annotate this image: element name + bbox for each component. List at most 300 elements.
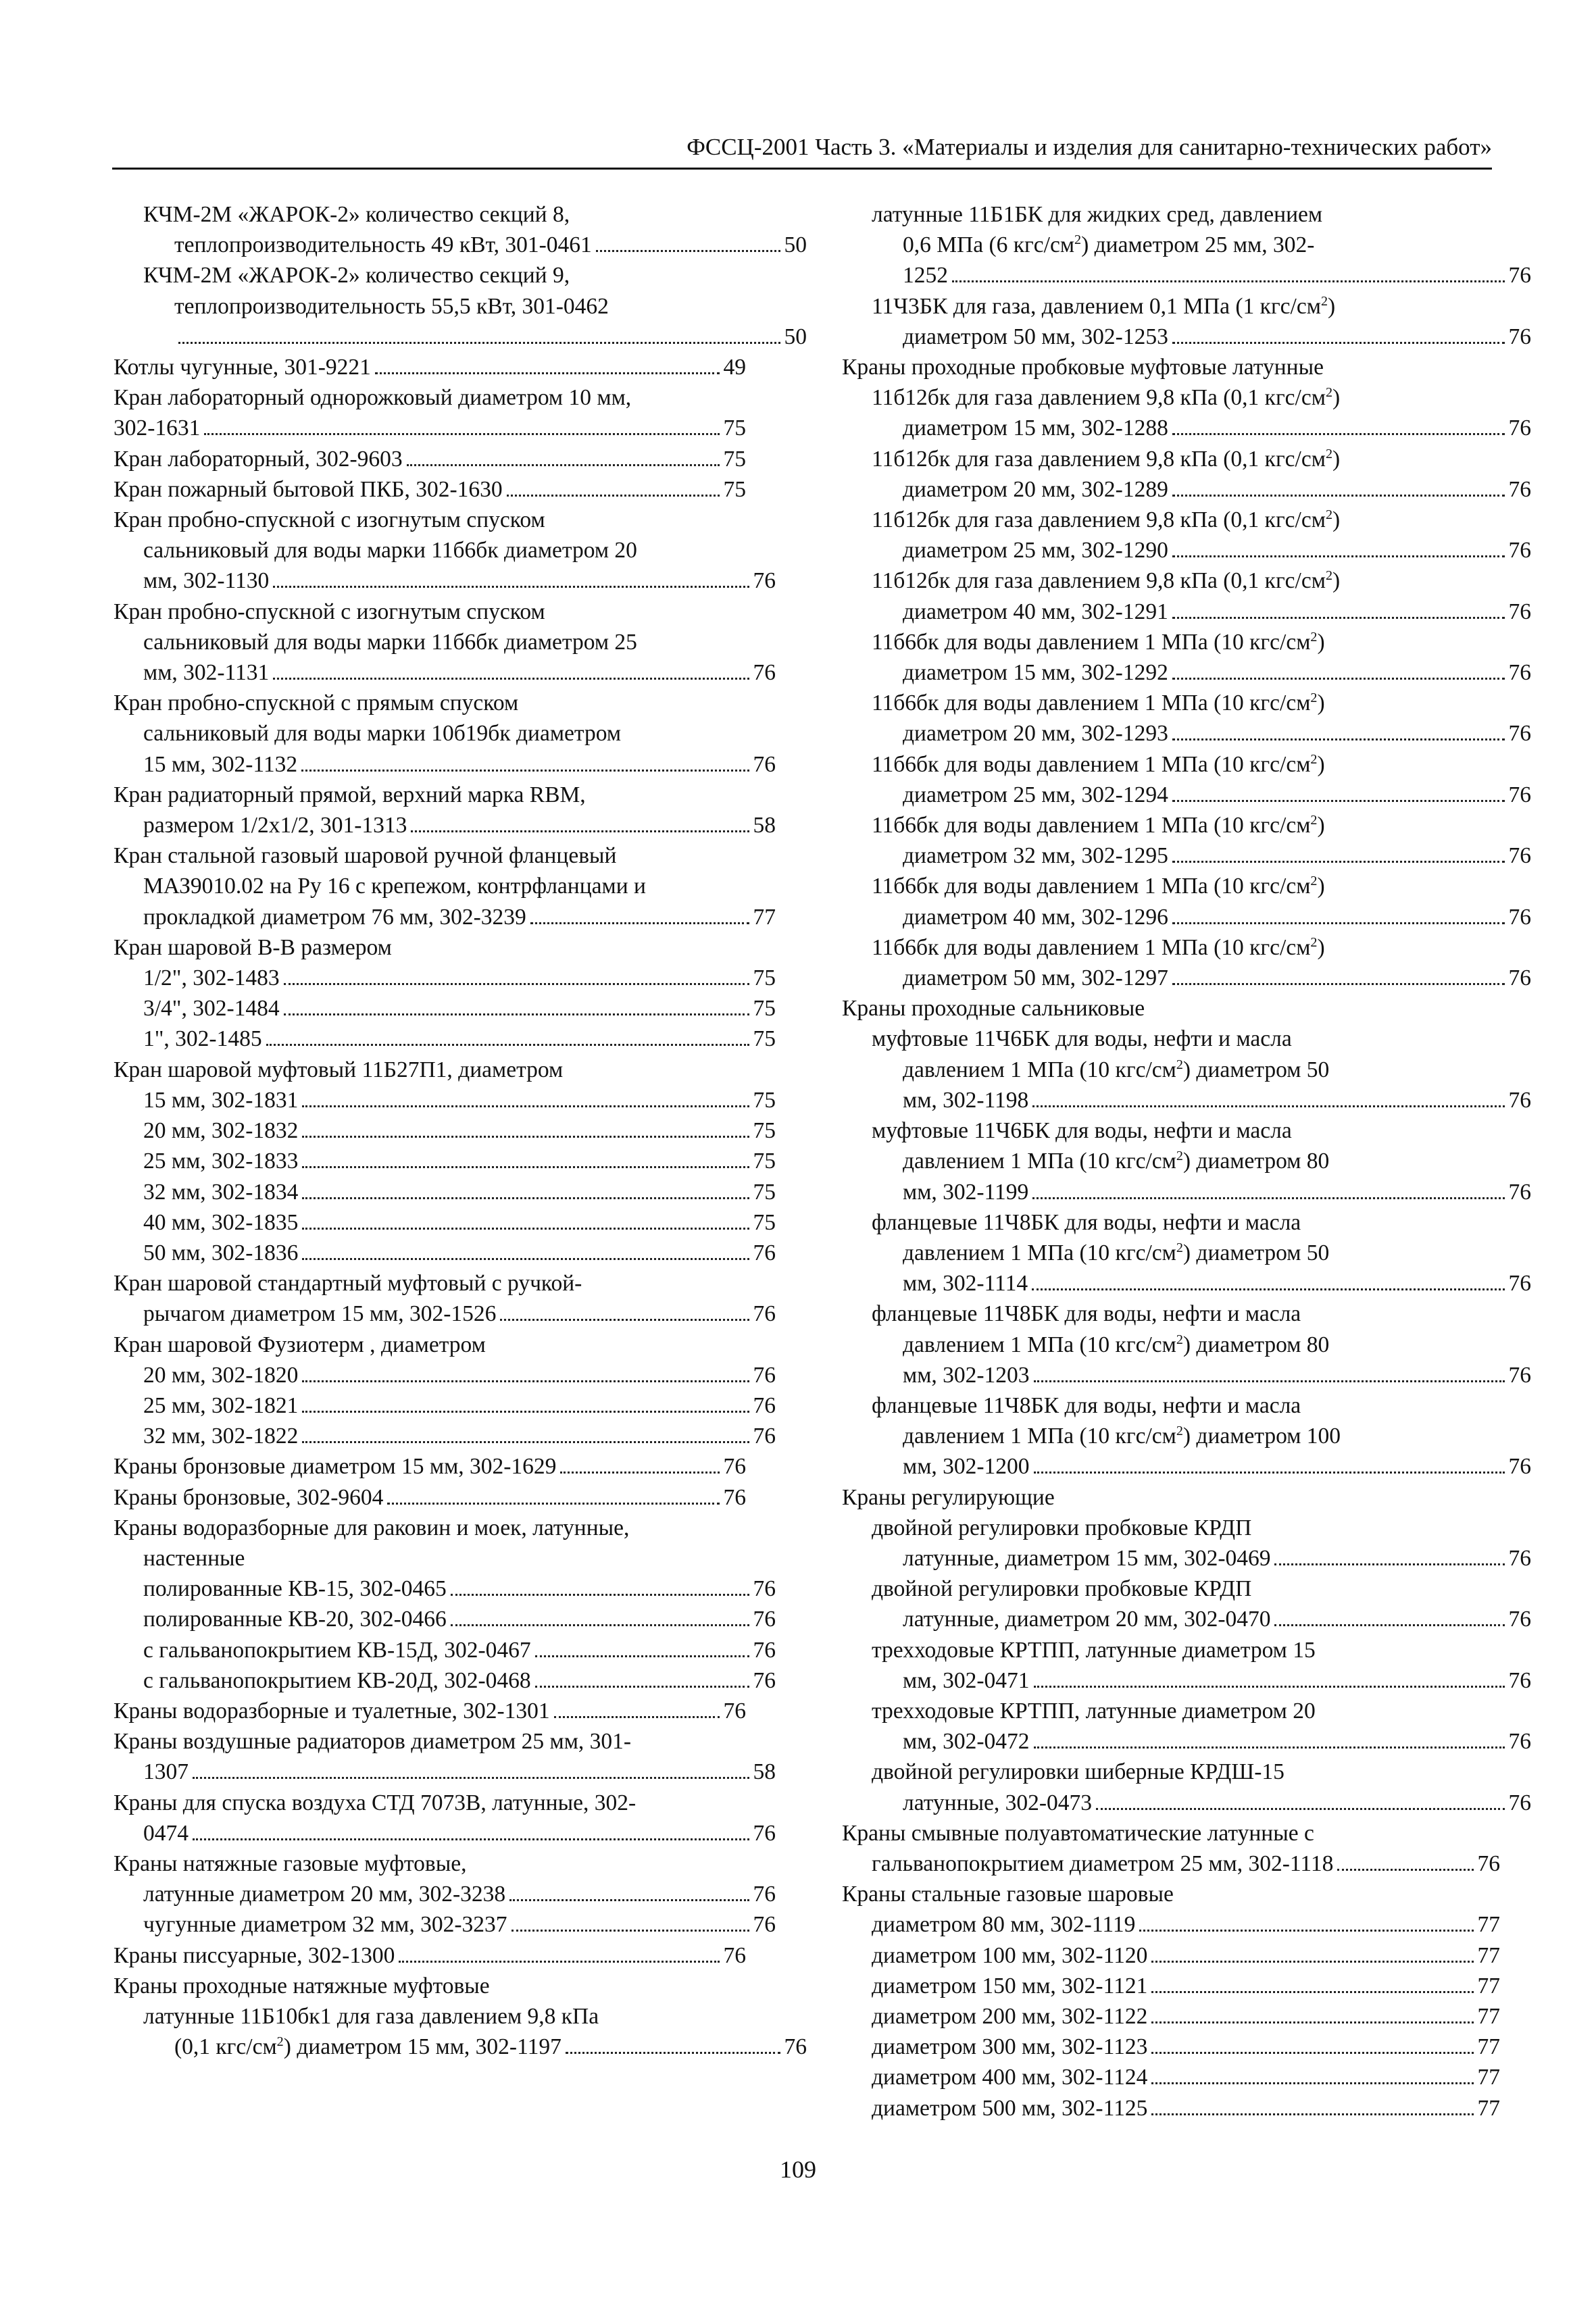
entry-page-number: 76	[1508, 1729, 1531, 1755]
entry-page-number: 76	[753, 751, 776, 777]
index-entry	[114, 1848, 746, 1879]
entry-leader-line	[842, 1726, 1531, 1757]
entry-text-line: 11б12бк для газа давлением 9,8 кПа (0,1 кгс/$см^2$)	[872, 385, 1341, 411]
entry-page-number: 76	[1508, 904, 1531, 930]
entry-text: 0474	[143, 1820, 189, 1846]
entry-leader-line	[114, 993, 776, 1024]
entry-text-line: Краны воздушные радиаторов диаметром 25 мм, 301-	[114, 1729, 632, 1755]
dot-leader	[375, 372, 720, 374]
entry-text: Котлы чугунные, 301-9221	[114, 355, 371, 380]
entry-text: диаметром 200 мм, 302-1122	[872, 2003, 1148, 2029]
entry-text: Краны бронзовые, 302-9604	[114, 1484, 384, 1510]
entry-leader-line	[114, 2032, 807, 2062]
dot-leader	[407, 464, 720, 466]
entry-text: мм, 302-0472	[903, 1729, 1030, 1755]
entry-text-line: двойной регулировки пробковые КРДП	[872, 1576, 1252, 1602]
entry-text: диаметром 80 мм, 302-1119	[872, 1912, 1136, 1938]
index-entry	[842, 2062, 1500, 2092]
entry-leader-line	[842, 1085, 1531, 1115]
entry-text: диаметром 15 мм, 302-1292	[903, 660, 1168, 686]
entry-text-line: фланцевые 11Ч8БК для воды, нефти и масла	[872, 1301, 1301, 1327]
dot-leader	[566, 2052, 780, 2054]
entry-leader-line	[842, 1177, 1531, 1207]
index-entry	[114, 1238, 776, 1268]
entry-text: латунные диаметром 20 мм, 302-3238	[143, 1882, 506, 1907]
index-entry	[114, 1726, 776, 1787]
entry-page-number: 76	[753, 1240, 776, 1265]
dot-leader	[1034, 1746, 1505, 1749]
page-number: 109	[780, 2156, 816, 2183]
index-entry	[114, 444, 746, 474]
entry-page-number: 76	[753, 1424, 776, 1449]
index-entry	[842, 2001, 1500, 2032]
dot-leader	[1034, 1472, 1505, 1474]
entry-text-line: Краны регулирующие	[842, 1484, 1055, 1510]
index-entry	[842, 627, 1531, 688]
entry-page-number: 76	[1508, 1362, 1531, 1388]
index-entry	[114, 382, 746, 443]
index-entry	[114, 932, 746, 963]
entry-page-number: 76	[1508, 660, 1531, 686]
dot-leader	[1032, 1197, 1504, 1199]
entry-leader-line	[842, 1788, 1531, 1818]
index-entry	[114, 1788, 776, 1848]
index-entry	[842, 1818, 1500, 1879]
dot-leader	[509, 1899, 749, 1901]
entry-text-line: Кран шаровой В-В размером	[114, 934, 392, 960]
entry-leader-line	[842, 840, 1531, 871]
entry-leader-line	[114, 444, 746, 474]
entry-page-number: 76	[784, 2034, 807, 2060]
entry-text: с гальванопокрытием КВ-15Д, 302-0467	[143, 1637, 531, 1663]
entry-leader-line	[114, 352, 746, 382]
entry-leader-line	[842, 657, 1531, 688]
index-entry	[114, 1421, 776, 1451]
index-entry	[114, 1055, 746, 1085]
entry-text-line: 11б6бк для воды давлением 1 МПа (10 кгс/$см^2$)	[872, 751, 1325, 777]
entry-text: чугунные диаметром 32 мм, 302-3237	[143, 1912, 507, 1938]
dot-leader	[535, 1686, 749, 1688]
entry-text-line: 11Ч3БК для газа, давлением 0,1 МПа (1 кгс/$см^2$)	[872, 293, 1336, 319]
entry-leader-line	[842, 1909, 1500, 1940]
entry-text-line: двойной регулировки пробковые КРДП	[872, 1515, 1252, 1540]
index-entry	[842, 1696, 1531, 1757]
entry-text: гальванопокрытием диаметром 25 мм, 302-1118	[872, 1851, 1334, 1876]
dot-leader	[596, 250, 780, 252]
entry-text-line: трехходовые КРТПП, латунные диаметром 20	[872, 1698, 1316, 1724]
entry-page-number: 75	[723, 446, 746, 472]
entry-text-line: 0,6 МПа (6 кгс/$см^2$) диаметром 25 мм, 302-	[903, 232, 1315, 258]
entry-text: полированные КВ-15, 302-0465	[143, 1576, 447, 1602]
entry-text-line: КЧМ-2М «ЖАРОК-2» количество секций 9,	[143, 263, 570, 288]
dot-leader	[284, 983, 749, 985]
index-entry	[842, 1207, 1531, 1299]
index-entry	[114, 260, 807, 352]
entry-leader-line	[114, 1757, 776, 1787]
dot-leader	[411, 830, 749, 832]
entry-page-number: 76	[753, 1667, 776, 1693]
index-entry	[842, 1024, 1531, 1115]
dot-leader	[1337, 1869, 1473, 1871]
entry-text-line: Кран стальной газовый шаровой ручной фланцевый	[114, 843, 617, 869]
entry-text-line: 11б6бк для воды давлением 1 МПа (10 кгс/$см^2$)	[872, 629, 1325, 655]
entry-page-number: 77	[1477, 2095, 1500, 2121]
entry-text: с гальванопокрытием КВ-20Д, 302-0468	[143, 1667, 531, 1693]
entry-page-number: 77	[1477, 1912, 1500, 1938]
entry-page-number: 76	[723, 1484, 746, 1510]
dot-leader	[507, 495, 720, 497]
entry-text: 15 мм, 302-1132	[143, 751, 298, 777]
entry-text-line: 11б6бк для воды давлением 1 МПа (10 кгс/$см^2$)	[872, 812, 1325, 838]
entry-page-number: 76	[753, 660, 776, 686]
entry-text: 32 мм, 302-1822	[143, 1424, 299, 1449]
entry-text: 25 мм, 302-1821	[143, 1392, 299, 1418]
entry-text-line: Кран радиаторный прямой, верхний марка RBM,	[114, 782, 586, 807]
entry-leader-line	[842, 1971, 1500, 2001]
dot-leader	[266, 1044, 749, 1046]
entry-leader-line	[114, 749, 776, 780]
entry-leader-line	[842, 780, 1531, 810]
entry-text: 1307	[143, 1759, 189, 1785]
entry-text: мм, 302-1131	[143, 660, 270, 686]
entry-leader-line	[114, 1024, 776, 1054]
index-entry	[842, 1513, 1531, 1574]
entry-page-number: 76	[1508, 263, 1531, 288]
entry-text: 1/2", 302-1483	[143, 965, 280, 991]
entry-text: мм, 302-1199	[903, 1179, 1029, 1205]
entry-leader-line	[842, 597, 1531, 627]
dot-leader	[500, 1319, 749, 1321]
dot-leader	[1032, 1105, 1504, 1107]
index-entry	[842, 932, 1531, 993]
entry-leader-line	[114, 322, 807, 352]
dot-leader	[1172, 983, 1505, 985]
dot-leader	[1151, 1991, 1473, 1993]
entry-text: диаметром 300 мм, 302-1123	[872, 2034, 1148, 2060]
entry-leader-line	[114, 1238, 776, 1268]
index-entry	[842, 1115, 1531, 1207]
entry-text: 20 мм, 302-1820	[143, 1362, 299, 1388]
entry-page-number: 75	[753, 1118, 776, 1144]
entry-text-line: давлением 1 МПа (10 кгс/$см^2$) диаметром 50	[903, 1240, 1330, 1265]
entry-text: 50 мм, 302-1836	[143, 1240, 299, 1265]
entry-leader-line	[114, 1818, 776, 1848]
dot-leader	[530, 922, 749, 924]
index-entry	[114, 963, 776, 993]
dot-leader	[1274, 1624, 1504, 1626]
entry-leader-line	[114, 657, 776, 688]
entry-text-line: фланцевые 11Ч8БК для воды, нефти и масла	[872, 1392, 1301, 1418]
entry-text: 15 мм, 302-1831	[143, 1087, 299, 1113]
dot-leader	[1139, 1930, 1473, 1932]
entry-text: диаметром 500 мм, 302-1125	[872, 2095, 1148, 2121]
entry-text: диаметром 32 мм, 302-1295	[903, 843, 1168, 869]
dot-leader	[1151, 2113, 1473, 2115]
index-entry	[842, 1574, 1531, 1634]
dot-leader	[302, 1441, 749, 1443]
index-entry	[114, 199, 807, 260]
entry-page-number: 76	[1508, 1607, 1531, 1632]
entry-text-line: Краны смывные полуавтоматические латунные с	[842, 1820, 1314, 1846]
entry-text: 1252	[903, 263, 948, 288]
entry-page-number: 76	[723, 1942, 746, 1968]
entry-text: диаметром 50 мм, 302-1253	[903, 324, 1168, 349]
entry-page-number: 50	[784, 324, 807, 349]
entry-leader-line	[842, 1451, 1531, 1482]
entry-text: диаметром 20 мм, 302-1293	[903, 721, 1168, 747]
entry-page-number: 76	[723, 1454, 746, 1480]
dot-leader	[451, 1594, 749, 1596]
entry-leader-line	[114, 1177, 776, 1207]
entry-leader-line	[842, 1360, 1531, 1390]
entry-text-line: 11б6бк для воды давлением 1 МПа (10 кгс/$см^2$)	[872, 874, 1325, 899]
entry-leader-line	[842, 2062, 1500, 2092]
index-entry	[842, 688, 1531, 749]
dot-leader	[301, 770, 749, 772]
entry-page-number: 76	[753, 1912, 776, 1938]
index-entry	[114, 1574, 776, 1604]
entry-text-line: Кран шаровой Фузиотерм , диаметром	[114, 1332, 486, 1357]
index-entry	[114, 780, 776, 840]
entry-text: диаметром 20 мм, 302-1289	[903, 476, 1168, 502]
index-entry	[114, 1207, 776, 1238]
entry-leader-line	[114, 810, 776, 840]
entry-text: 25 мм, 302-1833	[143, 1149, 299, 1174]
entry-page-number: 76	[1508, 416, 1531, 441]
dot-leader	[273, 586, 749, 588]
entry-page-number: 76	[1508, 1271, 1531, 1297]
entry-text-line: сальниковый для воды марки 11б6бк диаметром 20	[143, 538, 637, 563]
index-entry	[842, 2093, 1500, 2123]
index-entry	[842, 291, 1531, 352]
entry-text-line: Кран пробно-спускной с изогнутым спуском	[114, 599, 545, 624]
entry-text: мм, 302-1203	[903, 1362, 1030, 1388]
entry-text: мм, 302-1200	[903, 1454, 1030, 1480]
dot-leader	[1172, 861, 1505, 863]
entry-text-line: Кран лабораторный однорожковый диаметром 10 мм,	[114, 385, 632, 411]
entry-text-line: теплопроизводительность 55,5 кВт, 301-0462	[174, 293, 609, 319]
entry-text: латунные, диаметром 15 мм, 302-0469	[903, 1545, 1271, 1571]
entry-text: диаметром 40 мм, 302-1291	[903, 599, 1168, 624]
entry-text: мм, 302-1114	[903, 1271, 1028, 1297]
entry-page-number: 75	[723, 476, 746, 502]
entry-leader-line	[842, 1665, 1531, 1696]
entry-text: диаметром 40 мм, 302-1296	[903, 904, 1168, 930]
dot-leader	[1274, 1563, 1504, 1565]
dot-leader	[302, 1411, 749, 1413]
index-entry	[842, 382, 1531, 443]
entry-page-number: 75	[753, 1087, 776, 1113]
dot-leader	[1151, 2082, 1473, 2084]
dot-leader	[284, 1013, 749, 1015]
dot-leader	[193, 1838, 749, 1840]
entry-leader-line	[842, 260, 1531, 291]
index-entry	[842, 199, 1531, 291]
entry-page-number: 77	[1477, 2034, 1500, 2060]
dot-leader	[204, 433, 719, 435]
index-entry	[842, 565, 1531, 626]
entry-leader-line	[842, 1543, 1531, 1574]
entry-text: 3/4", 302-1484	[143, 996, 280, 1022]
entry-leader-line	[842, 2093, 1500, 2123]
entry-text: 302-1631	[114, 416, 201, 441]
entry-page-number: 50	[784, 232, 807, 258]
entry-text-line: 11б12бк для газа давлением 9,8 кПа (0,1 кгс/$см^2$)	[872, 446, 1341, 472]
entry-text-line: настенные	[143, 1545, 245, 1571]
entry-page-number: 76	[1508, 476, 1531, 502]
header-rule	[112, 168, 1492, 170]
entry-text-line: Кран шаровой стандартный муфтовый с ручкой-	[114, 1271, 582, 1297]
entry-leader-line	[842, 902, 1531, 932]
entry-text-line: Краны для спуска воздуха СТД 7073В, латунные, 302-	[114, 1790, 637, 1815]
dot-leader	[1172, 800, 1505, 802]
dot-leader	[1172, 495, 1505, 497]
entry-page-number: 76	[723, 1698, 746, 1724]
entry-text-line: сальниковый для воды марки 10б19бк диаметром	[143, 721, 622, 747]
entry-page-number: 76	[1508, 721, 1531, 747]
entry-page-number: 58	[753, 1759, 776, 1785]
entry-text-line: Краны натяжные газовые муфтовые,	[114, 1851, 467, 1876]
dot-leader	[554, 1716, 720, 1718]
dot-leader	[387, 1503, 719, 1505]
entry-text: рычагом диаметром 15 мм, 302-1526	[143, 1301, 497, 1327]
entry-text: диаметром 100 мм, 302-1120	[872, 1942, 1148, 1968]
entry-page-number: 76	[1508, 843, 1531, 869]
dot-leader	[1172, 342, 1505, 344]
entry-page-number: 75	[753, 965, 776, 991]
entry-leader-line	[114, 1940, 746, 1971]
entry-leader-line	[842, 1940, 1500, 1971]
entry-text: 1", 302-1485	[143, 1026, 262, 1052]
entry-page-number: 77	[1477, 2003, 1500, 2029]
entry-leader-line	[114, 902, 776, 932]
dot-leader	[302, 1105, 749, 1107]
entry-page-number: 75	[753, 1149, 776, 1174]
entry-page-number: 49	[723, 355, 746, 380]
entry-page-number: 76	[1508, 1454, 1531, 1480]
entry-page-number: 75	[723, 416, 746, 441]
dot-leader	[1151, 1961, 1473, 1963]
entry-leader-line	[114, 1390, 776, 1421]
entry-text: Краны писсуарные, 302-1300	[114, 1942, 395, 1968]
entry-page-number: 76	[1508, 1179, 1531, 1205]
entry-page-number: 77	[753, 904, 776, 930]
entry-page-number: 76	[753, 1637, 776, 1663]
entry-page-number: 76	[1508, 1790, 1531, 1815]
entry-page-number: 76	[1508, 1667, 1531, 1693]
dot-leader	[1172, 617, 1505, 619]
index-entry	[114, 1909, 776, 1940]
entry-text: диаметром 15 мм, 302-1288	[903, 416, 1168, 441]
index-entry	[842, 1390, 1531, 1482]
entry-leader-line	[842, 1268, 1531, 1299]
entry-text-line: давлением 1 МПа (10 кгс/$см^2$) диаметром 80	[903, 1332, 1330, 1357]
entry-leader-line	[114, 565, 776, 596]
dot-leader	[1172, 922, 1505, 924]
index-entry	[114, 688, 776, 780]
index-entry	[842, 2032, 1500, 2062]
entry-page-number: 76	[1508, 324, 1531, 349]
index-entry	[114, 1024, 776, 1054]
entry-leader-line	[114, 1115, 776, 1146]
entry-text: 20 мм, 302-1832	[143, 1118, 299, 1144]
dot-leader	[451, 1624, 749, 1626]
entry-page-number: 76	[753, 1301, 776, 1327]
index-entry	[114, 1604, 776, 1634]
entry-page-number: 76	[1508, 782, 1531, 807]
entry-text: размером 1/2х1/2, 301-1313	[143, 813, 407, 838]
entry-text: 32 мм, 302-1834	[143, 1179, 299, 1205]
entry-leader-line	[114, 1482, 746, 1513]
entry-text: полированные КВ-20, 302-0466	[143, 1607, 447, 1632]
entry-page-number: 76	[753, 1607, 776, 1632]
entry-text: диаметром 400 мм, 302-1124	[872, 2065, 1148, 2090]
entry-page-number: 76	[1508, 1545, 1531, 1571]
dot-leader	[273, 678, 749, 680]
entry-leader-line	[114, 1909, 776, 1940]
index-entry	[842, 1909, 1500, 1940]
entry-page-number: 75	[753, 1179, 776, 1205]
dot-leader	[1172, 678, 1505, 680]
entry-page-number: 76	[753, 1392, 776, 1418]
dot-leader	[1172, 738, 1505, 740]
index-entry	[842, 1940, 1500, 1971]
entry-leader-line	[842, 535, 1531, 565]
running-header: ФССЦ-2001 Часть 3. «Материалы и изделия для санитарно-технических работ»	[687, 134, 1492, 160]
entry-text-line: Краны проходные натяжные муфтовые	[114, 1973, 490, 1998]
entry-leader-line	[114, 1604, 776, 1634]
index-entry	[842, 1482, 1470, 1513]
entry-text: теплопроизводительность 49 кВт, 301-0461	[174, 232, 592, 258]
entry-page-number: 76	[1508, 965, 1531, 991]
entry-leader-line	[842, 474, 1531, 505]
index-entry	[114, 505, 776, 597]
entry-leader-line	[114, 1299, 776, 1329]
index-entry	[114, 1177, 776, 1207]
index-entry	[114, 1635, 776, 1665]
index-entry	[114, 840, 776, 932]
index-entry	[114, 597, 776, 688]
entry-page-number: 76	[1508, 538, 1531, 563]
index-column-left	[114, 199, 807, 2062]
entry-text-line: давлением 1 МПа (10 кгс/$см^2$) диаметром 100	[903, 1423, 1341, 1449]
index-entry	[842, 993, 1470, 1024]
entry-leader-line	[842, 2032, 1500, 2062]
entry-text: диаметром 25 мм, 302-1290	[903, 538, 1168, 563]
dot-leader	[512, 1930, 749, 1932]
index-entry	[842, 352, 1470, 382]
entry-text-line: 11б6бк для воды давлением 1 МПа (10 кгс/$см^2$)	[872, 690, 1325, 716]
entry-text: мм, 302-0471	[903, 1667, 1030, 1693]
index-entry	[114, 1268, 776, 1329]
entry-text-line: Кран шаровой муфтовый 11Б27П1, диаметром	[114, 1057, 564, 1082]
entry-text-line: Краны стальные газовые шаровые	[842, 1882, 1174, 1907]
entry-leader-line	[842, 2001, 1500, 2032]
entry-page-number: 77	[1477, 2065, 1500, 2090]
index-entry	[114, 1360, 776, 1390]
index-entry	[114, 1146, 776, 1176]
entry-page-number: 75	[753, 1026, 776, 1052]
entry-text-line: давлением 1 МПа (10 кгс/$см^2$) диаметром 50	[903, 1057, 1330, 1082]
index-entry	[114, 1696, 746, 1726]
entry-leader-line	[842, 963, 1531, 993]
index-entry	[842, 749, 1531, 810]
entry-text: латунные, диаметром 20 мм, 302-0470	[903, 1607, 1271, 1632]
entry-text-line: Краны водоразборные для раковин и моек, латунные,	[114, 1515, 630, 1540]
entry-text-line: сальниковый для воды марки 11б6бк диаметром 25	[143, 629, 637, 655]
entry-leader-line	[114, 413, 746, 443]
entry-text-line: трехходовые КРТПП, латунные диаметром 15	[872, 1637, 1316, 1663]
